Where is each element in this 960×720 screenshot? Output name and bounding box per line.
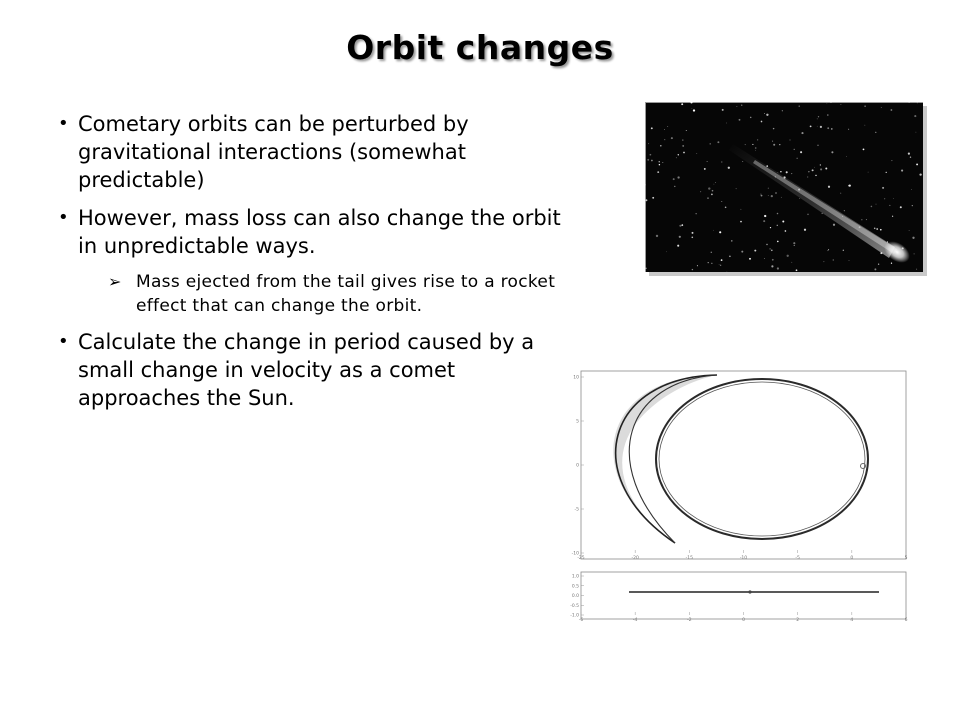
star	[916, 269, 917, 270]
star	[866, 219, 867, 220]
star	[708, 187, 710, 189]
star	[912, 237, 914, 239]
star	[721, 201, 722, 202]
y-tick-label: 1.0	[571, 574, 579, 580]
star	[817, 126, 818, 127]
star	[874, 228, 876, 230]
star	[728, 167, 730, 169]
star	[910, 157, 911, 158]
star	[891, 263, 892, 264]
velocity-center-marker	[748, 590, 751, 593]
star	[871, 206, 873, 208]
orbit-2-inner	[659, 382, 865, 536]
star	[710, 143, 711, 144]
x-tick-label: 0	[742, 618, 745, 623]
star	[766, 114, 768, 116]
star	[686, 130, 687, 131]
x-tick-label: -2	[687, 618, 692, 623]
bullet-item	[58, 204, 563, 318]
star	[769, 248, 770, 249]
star	[768, 195, 769, 196]
star	[820, 168, 822, 170]
star	[727, 271, 728, 272]
star	[700, 191, 701, 192]
star	[777, 267, 779, 269]
x-tick-label: -5	[795, 556, 800, 561]
star	[761, 121, 763, 123]
x-tick-label: -4	[632, 618, 638, 623]
star	[773, 128, 774, 129]
star	[752, 144, 753, 145]
sub-bullet-item: ➢ Mass ejected from the tail gives rise to a rocket effect that can change the orbit.	[78, 270, 563, 318]
star	[667, 126, 668, 127]
star	[777, 225, 778, 226]
star	[721, 259, 723, 261]
x-tick-label: 6	[904, 618, 908, 623]
star	[908, 153, 910, 155]
x-tick-label: -6	[578, 618, 584, 623]
star	[770, 227, 771, 228]
star	[708, 262, 709, 263]
comet-photo-svg	[645, 102, 923, 272]
star	[820, 126, 822, 128]
star	[721, 161, 722, 162]
y-tick-label: -5	[574, 507, 579, 513]
star	[849, 260, 850, 261]
star	[787, 255, 789, 257]
y-tick-label: 10	[573, 375, 579, 381]
star	[704, 168, 706, 170]
star	[677, 176, 679, 178]
star	[844, 210, 845, 211]
star	[677, 245, 679, 247]
x-tick-label: 0	[850, 556, 854, 561]
bullet-item: • Calculate the change in period caused by a small change in velocity as a comet approaches the Sun.	[58, 328, 563, 412]
star	[876, 228, 878, 230]
star	[711, 252, 712, 253]
star	[775, 192, 777, 194]
star	[692, 232, 694, 234]
star	[656, 235, 658, 237]
star	[768, 188, 769, 189]
star	[815, 175, 816, 176]
star	[831, 151, 833, 153]
star	[750, 117, 752, 119]
star	[722, 109, 724, 111]
star	[755, 150, 756, 151]
star	[745, 144, 746, 145]
star	[754, 250, 756, 252]
star	[817, 145, 818, 146]
star	[681, 224, 683, 226]
star	[807, 214, 808, 215]
star	[801, 132, 803, 134]
y-tick-label: 5	[576, 419, 579, 425]
star	[779, 144, 780, 145]
star	[868, 172, 869, 173]
star	[893, 198, 894, 199]
bullet-item: • Cometary orbits can be perturbed by gravitational interactions (somewhat predictable)	[58, 110, 563, 194]
star	[881, 107, 882, 108]
star	[662, 162, 663, 163]
star	[647, 159, 649, 161]
star	[864, 125, 865, 126]
star	[916, 163, 918, 165]
star	[863, 149, 865, 151]
star	[771, 195, 773, 197]
star	[840, 193, 841, 194]
star	[749, 258, 751, 260]
star	[645, 184, 646, 185]
star	[740, 221, 742, 223]
star	[891, 160, 892, 161]
star	[794, 149, 795, 150]
star	[808, 171, 809, 172]
star	[719, 264, 720, 265]
star	[814, 167, 815, 168]
star	[715, 182, 716, 183]
star	[697, 265, 698, 266]
bullet-text: However, mass loss can also change the orbit in unpredictable ways.	[78, 206, 561, 258]
star	[771, 249, 773, 251]
star	[652, 197, 654, 199]
star	[800, 151, 802, 153]
star	[681, 103, 683, 105]
star	[901, 170, 903, 172]
star	[849, 184, 851, 186]
orbit-2	[656, 379, 868, 539]
star	[719, 231, 721, 233]
star	[764, 113, 765, 114]
star	[711, 193, 713, 195]
star	[848, 129, 849, 130]
comet-tail-inner	[753, 160, 897, 254]
star	[713, 230, 714, 231]
star	[660, 145, 662, 147]
star	[797, 158, 798, 159]
star	[666, 251, 667, 252]
x-tick-label: -25	[577, 556, 585, 561]
star	[696, 153, 697, 154]
star	[812, 169, 814, 171]
star	[825, 168, 827, 170]
star	[777, 241, 779, 243]
star	[645, 267, 647, 269]
star	[861, 219, 862, 220]
star	[917, 103, 918, 104]
y-tick-label: 0.0	[571, 594, 579, 599]
star	[827, 103, 828, 104]
star	[880, 229, 882, 231]
star	[827, 250, 828, 251]
star	[828, 249, 829, 250]
star	[664, 139, 665, 140]
star	[691, 236, 693, 238]
x-tick-label: -20	[631, 556, 639, 561]
star	[909, 102, 910, 103]
bullet-list	[58, 110, 563, 422]
slide-title: Orbit changes	[346, 28, 614, 67]
star	[766, 244, 767, 245]
star	[679, 236, 681, 238]
star	[804, 229, 806, 231]
star	[764, 258, 765, 259]
star	[645, 199, 647, 201]
star	[683, 152, 685, 154]
orbit-1-outer	[616, 375, 717, 543]
star	[886, 172, 887, 173]
bottom-panel-frame	[581, 572, 906, 619]
star	[807, 177, 808, 178]
star	[793, 242, 795, 244]
star	[846, 156, 847, 157]
star	[679, 225, 681, 227]
y-tick-label: -1.0	[570, 613, 579, 619]
star	[827, 127, 829, 129]
star	[878, 264, 879, 265]
star	[671, 137, 673, 139]
star	[717, 141, 719, 143]
y-tick-label: -10	[571, 551, 579, 557]
star	[737, 106, 738, 107]
x-tick-label: 5	[904, 556, 908, 561]
star	[659, 164, 660, 165]
star	[678, 154, 679, 155]
star	[911, 189, 912, 190]
star	[827, 114, 829, 116]
star	[736, 188, 737, 189]
star	[648, 143, 649, 144]
orbit-figure-svg	[567, 367, 912, 625]
star	[786, 171, 788, 173]
star	[682, 139, 683, 140]
star	[820, 164, 821, 165]
star	[919, 173, 921, 175]
star	[739, 119, 741, 121]
star	[799, 106, 800, 107]
star	[741, 209, 742, 210]
star	[761, 195, 763, 197]
star	[772, 141, 773, 142]
star	[794, 245, 795, 246]
star	[707, 197, 709, 199]
star	[828, 186, 830, 188]
sub-bullet-list	[78, 270, 563, 318]
star	[782, 110, 783, 111]
star	[720, 265, 721, 266]
star	[692, 108, 693, 109]
star	[731, 240, 732, 241]
star	[875, 132, 876, 133]
x-tick-label: -10	[739, 556, 748, 561]
star	[915, 132, 916, 133]
star	[659, 161, 660, 162]
star	[900, 206, 902, 208]
star	[780, 171, 781, 172]
star	[785, 230, 787, 232]
star	[741, 251, 743, 253]
star	[791, 173, 792, 174]
star	[840, 104, 841, 105]
star	[882, 187, 884, 189]
star	[796, 269, 798, 271]
star	[912, 205, 913, 206]
star	[892, 216, 893, 217]
star	[833, 224, 835, 226]
y-tick-label: -0.5	[570, 603, 579, 609]
x-tick-label: 4	[850, 618, 854, 623]
star	[831, 102, 832, 103]
y-tick-label: 0	[576, 463, 579, 469]
star	[773, 144, 775, 146]
star	[742, 161, 743, 162]
star	[817, 119, 818, 120]
star	[682, 145, 684, 147]
star	[889, 205, 890, 206]
star	[712, 190, 714, 192]
star	[764, 215, 766, 217]
star	[772, 259, 774, 261]
star	[831, 128, 833, 130]
star	[693, 109, 695, 111]
star	[781, 197, 782, 198]
comet-photo	[645, 102, 923, 272]
star	[909, 230, 910, 231]
star	[914, 253, 915, 254]
star	[664, 129, 665, 130]
star	[755, 147, 757, 149]
star	[771, 265, 773, 267]
star	[711, 263, 712, 264]
star	[714, 184, 715, 185]
star	[741, 105, 742, 106]
star	[884, 198, 885, 199]
star	[726, 123, 727, 124]
star	[790, 140, 791, 141]
star	[763, 220, 765, 222]
top-panel-frame	[581, 371, 906, 559]
star	[782, 220, 784, 222]
star	[818, 116, 819, 117]
x-tick-label: 2	[796, 618, 800, 623]
star	[673, 178, 675, 180]
star	[833, 260, 834, 261]
star	[843, 250, 844, 251]
star	[651, 160, 653, 162]
star	[674, 186, 675, 187]
star	[657, 171, 659, 173]
star	[876, 204, 877, 205]
star	[690, 102, 692, 104]
star	[760, 194, 761, 195]
star	[725, 207, 727, 209]
star	[707, 161, 708, 162]
x-tick-label: -15	[685, 556, 694, 561]
y-tick-label: 0.5	[571, 584, 579, 590]
star	[864, 105, 865, 106]
star	[914, 115, 916, 117]
star	[799, 198, 800, 199]
star	[696, 213, 697, 214]
star	[676, 157, 677, 158]
star	[757, 139, 758, 140]
star	[824, 261, 825, 262]
star	[810, 125, 812, 127]
orbit-figure	[567, 367, 912, 625]
star	[650, 154, 652, 156]
star	[891, 109, 893, 111]
star	[791, 262, 792, 263]
star	[777, 213, 779, 215]
star	[692, 269, 693, 270]
star	[651, 127, 653, 129]
star	[874, 268, 876, 270]
bottom-panel-ticks	[570, 574, 907, 624]
star	[729, 255, 731, 257]
orbit-1-band	[613, 375, 717, 543]
